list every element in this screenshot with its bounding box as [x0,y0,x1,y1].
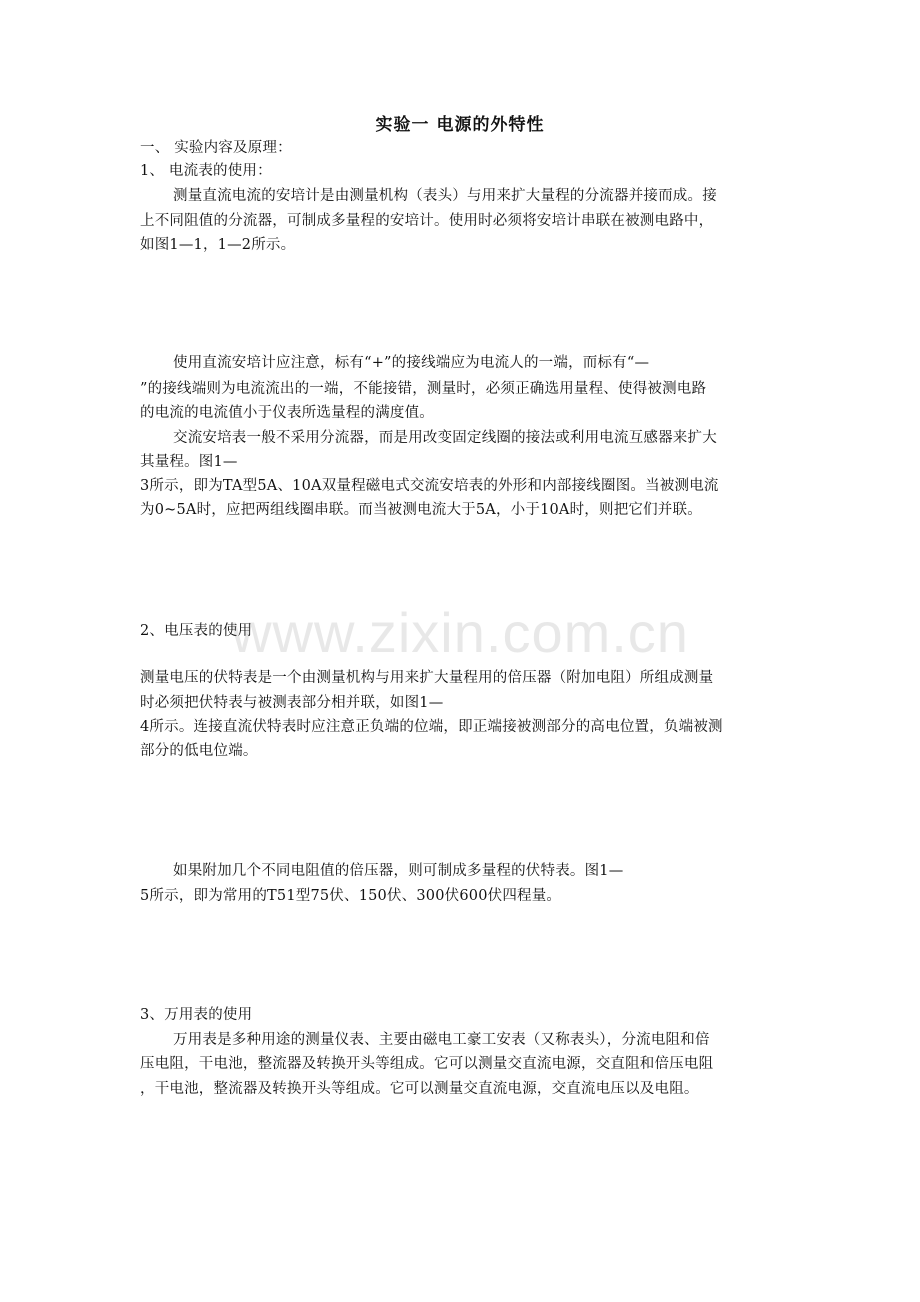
paragraph-line: 压电阻，干电池，整流器及转换开头等组成。它可以测量交直流电源，交直阻和倍压电阻 [140,1056,714,1072]
document-title: 实验一 电源的外特性 [375,115,545,135]
paragraph-line: 4所示。连接直流伏特表时应注意正负端的位端，即正端接被测部分的高电位置，负端被测 [140,719,723,735]
paragraph-line: 测量直流电流的安培计是由测量机构（表头）与用来扩大量程的分流器并接而成。接 [173,188,717,204]
paragraph-line: 为0~5A时，应把两组线圈串联。而当被测电流大于5A，小于10A时，则把它们并联。 [140,502,702,518]
subsection-heading: 2、电压表的使用 [140,623,253,639]
paragraph-line: 测量电压的伏特表是一个由测量机构与用来扩大量程用的倍压器（附加电阻）所组成测量 [140,670,714,686]
section-heading: 一、 实验内容及原理： [140,140,292,156]
paragraph-line: 上不同阻值的分流器，可制成多量程的安培计。使用时必须将安培计串联在被测电路中， [140,213,714,229]
paragraph-line: 部分的低电位端。 [140,743,258,759]
subsection-heading: 1、 电流表的使用： [140,163,272,179]
paragraph-line: 5所示，即为常用的T51型75伏、150伏、300伏600伏四程量。 [140,888,562,904]
paragraph-line: 如果附加几个不同电阻值的倍压器，则可制成多量程的伏特表。图1— [173,863,624,879]
paragraph-line: ”的接线端则为电流流出的一端，不能接错，测量时，必须正确选用量程、使得被测电路 [140,381,707,397]
paragraph-line: 3所示，即为TA型5A、10A双量程磁电式交流安培表的外形和内部接线圈图。当被测电流 [140,478,719,494]
paragraph-line: 使用直流安培计应注意，标有“+”的接线端应为电流人的一端，而标有“— [173,355,650,371]
paragraph-line: 时必须把伏特表与被测表部分相并联，如图1— [140,695,444,711]
paragraph-line: 的电流的电流值小于仪表所选量程的满度值。 [140,405,434,421]
paragraph-line: ，干电池，整流器及转换开头等组成。它可以测量交直流电源，交直流电压以及电阻。 [140,1081,699,1097]
watermark: www.zixin.com.cn [231,601,689,664]
paragraph-line: 如图1—1，1—2所示。 [140,237,296,253]
paragraph-line: 万用表是多种用途的测量仪表、主要由磁电工豪工安表（又称表头），分流电阻和倍 [173,1032,710,1048]
subsection-heading: 3、万用表的使用 [140,1007,253,1023]
paragraph-line: 其量程。图1— [140,454,238,470]
paragraph-line: 交流安培表一般不采用分流器，而是用改变固定线圈的接法或利用电流互感器来扩大 [173,430,717,446]
